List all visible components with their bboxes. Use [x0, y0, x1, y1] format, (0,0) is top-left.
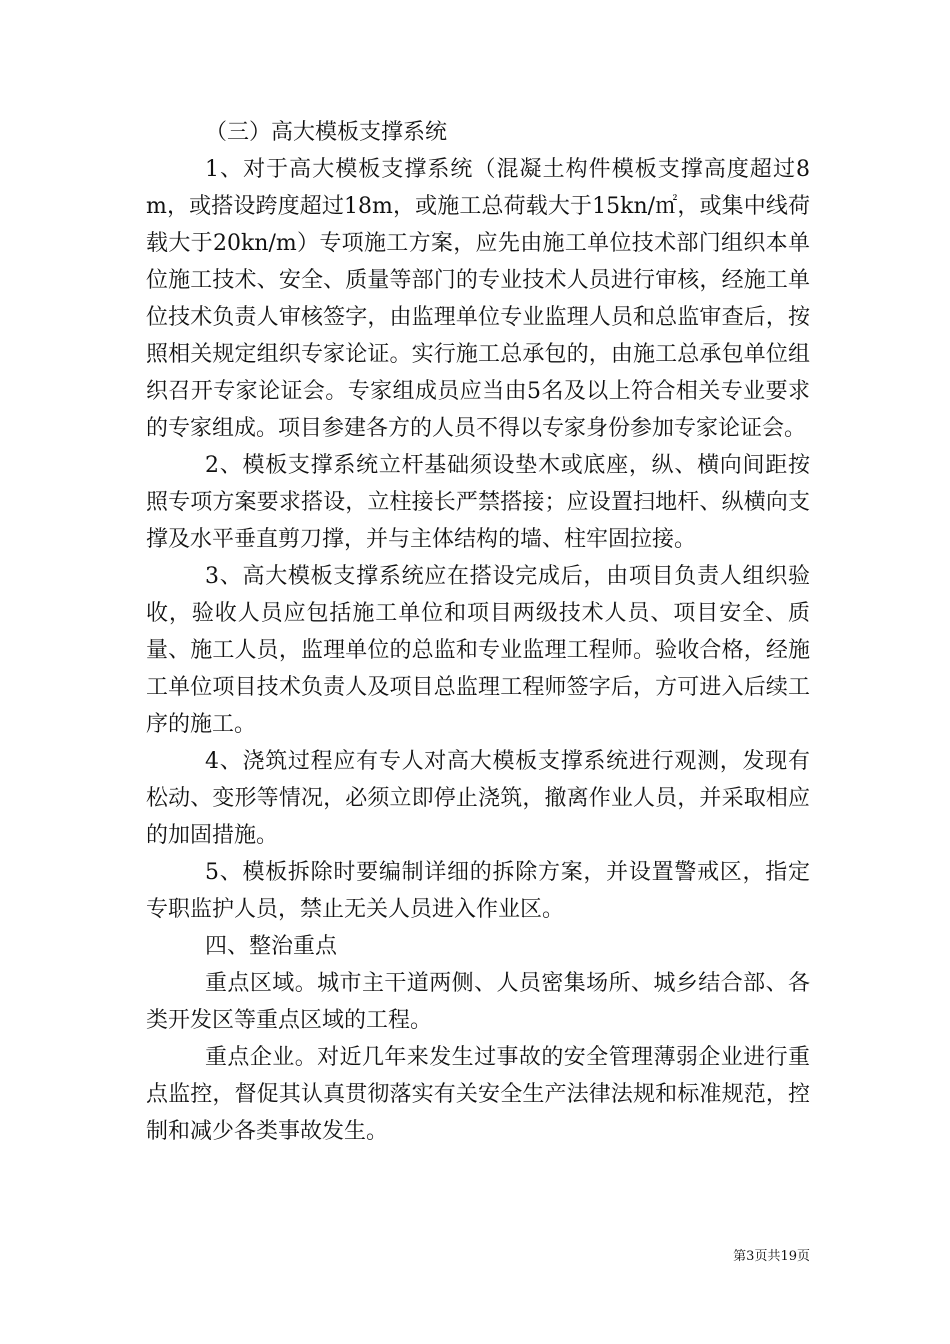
page-number-label: 第3页共19页	[733, 1249, 810, 1264]
paragraph-5: 5、模板拆除时要编制详细的拆除方案，并设置警戒区，指定专职监护人员，禁止无关人员进入作业区。	[146, 860, 810, 922]
paragraph-1: 1、对于高大模板支撑系统（混凝土构件模板支撑高度超过8m，或搭设跨度超过18m，或施工总荷载大于15kn/㎡，或集中线荷载大于20kn/m）专项施工方案，应先由施工单位技术部门组织本单位施工技术、安全、质量等部门的专业技术人员进行审核，经施工单位技术负责人审核签字，由监理单位专业监理人员和总监审查后，按照相关规定组织专家论证。实行施工总承包的，由施工总承包单位组织召开专家论证会。专家组成员应当由5名及以上符合相关专业要求的专家组成。项目参建各方的人员不得以专家身份参加专家论证会。	[146, 157, 810, 441]
page-footer	[700, 1249, 810, 1265]
section4-heading: 四、整治重点	[205, 934, 338, 959]
paragraph-4: 4、浇筑过程应有专人对高大模板支撑系统进行观测，发现有松动、变形等情况，必须立即停止浇筑，撤离作业人员，并采取相应的加固措施。	[146, 749, 810, 848]
paragraph-3: 3、高大模板支撑系统应在搭设完成后，由项目负责人组织验收，验收人员应包括施工单位和项目两级技术人员、项目安全、质量、施工人员，监理单位的总监和专业监理工程师。验收合格，经施工单位项目技术负责人及项目总监理工程师签字后，方可进入后续工序的施工。	[146, 564, 810, 737]
document-body	[146, 114, 810, 1150]
paragraph-2: 2、模板支撑系统立杆基础须设垫木或底座，纵、横向间距按照专项方案要求搭设，立柱接长严禁搭接；应设置扫地杆、纵横向支撑及水平垂直剪刀撑，并与主体结构的墙、柱牢固拉接。	[146, 453, 810, 552]
focus-paragraph-area: 重点区域。城市主干道两侧、人员密集场所、城乡结合部、各类开发区等重点区域的工程。	[146, 971, 810, 1033]
focus-paragraph-enterprise: 重点企业。对近几年来发生过事故的安全管理薄弱企业进行重点监控，督促其认真贯彻落实有关安全生产法律法规和标准规范，控制和减少各类事故发生。	[146, 1045, 810, 1144]
section-heading: （三）高大模板支撑系统	[205, 120, 448, 145]
